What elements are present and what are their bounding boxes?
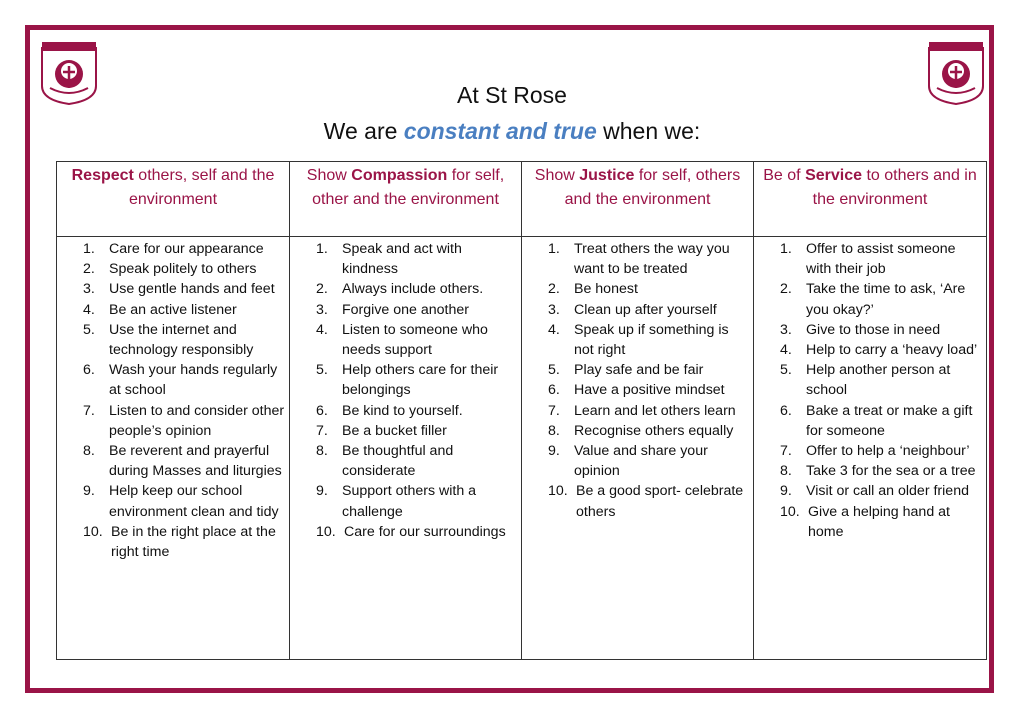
column-header-service: Be of Service to others and in the environment — [754, 162, 987, 237]
list-item-text: Help to carry a ‘heavy load’ — [806, 342, 978, 359]
list-item — [758, 481, 982, 501]
page-title: At St Rose — [457, 82, 567, 108]
list-item-text: Be kind to yourself. — [342, 402, 463, 419]
list-item-number: 9. — [548, 443, 560, 460]
list-item-number: 5. — [316, 362, 328, 379]
list-item-text: Be honest — [574, 281, 638, 298]
list-item-number: 10. — [780, 503, 800, 520]
list-item-number: 8. — [548, 422, 560, 439]
list-item — [526, 401, 749, 421]
list-item — [526, 441, 749, 481]
list-item-text: Take the time to ask, ‘Are you okay?’ — [806, 281, 966, 318]
list-item — [61, 522, 285, 562]
list-item — [294, 300, 517, 320]
list-item-text: Wash your hands regularly at school — [109, 362, 278, 399]
list-item-number: 10. — [548, 483, 568, 500]
list-item — [61, 320, 285, 360]
list-item-number: 9. — [780, 483, 792, 500]
list-item — [758, 502, 982, 542]
list-item-text: Be a bucket filler — [342, 422, 447, 439]
list-item-number: 6. — [316, 402, 328, 419]
list-item-number: 6. — [83, 362, 95, 379]
list-item-text: Help another person at school — [806, 362, 951, 399]
list-item — [294, 522, 517, 542]
list-item — [61, 300, 285, 320]
list-item-text: Help others care for their belongings — [342, 362, 499, 399]
list-item — [294, 320, 517, 360]
list-item — [526, 320, 749, 360]
list-item — [294, 481, 517, 521]
list-item — [758, 441, 982, 461]
table-header-row — [57, 162, 987, 237]
list-item-text: Give a helping hand at home — [808, 503, 950, 540]
list-item-text: Take 3 for the sea or a tree — [806, 463, 976, 480]
list-item — [294, 239, 517, 279]
list-item — [758, 360, 982, 400]
list-item — [294, 441, 517, 481]
list-item-text: Listen to someone who needs support — [342, 321, 488, 359]
subtitle-pre: We are — [323, 118, 404, 144]
list-item-text: Care for our appearance — [109, 241, 264, 257]
list-item — [61, 239, 285, 259]
list-item-text: Treat others the way you want to be treated — [574, 241, 730, 278]
list-item — [61, 481, 285, 521]
list-item — [526, 300, 749, 320]
list-item-number: 2. — [316, 281, 328, 298]
list-item-text: Offer to help a ‘neighbour’ — [806, 443, 970, 460]
list-item-number: 5. — [83, 321, 95, 338]
list-item-text: Always include others. — [342, 281, 484, 298]
list-item — [758, 279, 982, 319]
list-item-number: 2. — [83, 261, 95, 278]
column-list-compassion — [290, 237, 522, 660]
list-item-number: 5. — [780, 362, 792, 379]
list-item-text: Offer to assist someone with their job — [806, 241, 956, 278]
list-item-number: 1. — [83, 241, 95, 257]
list-item — [294, 421, 517, 441]
list-item-number: 7. — [780, 443, 792, 460]
list-item — [294, 360, 517, 400]
list-item-number: 9. — [83, 483, 95, 500]
list-item-number: 4. — [548, 321, 560, 338]
list-item-text: Use the internet and technology responsibly — [109, 321, 254, 359]
list-item-number: 6. — [780, 402, 792, 419]
list-item-number: 1. — [316, 241, 328, 257]
list-item-text: Be reverent and prayerful during Masses and liturgies — [109, 443, 282, 480]
list-item-text: Visit or call an older friend — [806, 483, 969, 500]
list-item-number: 3. — [780, 321, 792, 338]
list-item — [61, 441, 285, 481]
list-item — [758, 401, 982, 441]
list-item-number: 7. — [548, 402, 560, 419]
list-item — [294, 279, 517, 299]
list-item-text: Be an active listener — [109, 301, 237, 318]
list-item-text: Give to those in need — [806, 321, 941, 338]
table-body-row — [57, 237, 987, 660]
list-item-text: Support others with a challenge — [342, 483, 477, 520]
list-item — [758, 461, 982, 481]
list-item-number: 4. — [316, 321, 328, 338]
list-item — [758, 340, 982, 360]
list-item-number: 9. — [316, 483, 328, 500]
list-item — [526, 360, 749, 380]
list-item-number: 5. — [548, 362, 560, 379]
list-item-text: Value and share your opinion — [574, 443, 708, 480]
list-item-number: 10. — [316, 523, 336, 540]
column-list-service — [754, 237, 987, 660]
list-item-text: Be in the right place at the right time — [111, 523, 276, 561]
list-item-number: 1. — [780, 241, 792, 257]
list-item — [758, 320, 982, 340]
list-item — [526, 421, 749, 441]
list-item — [61, 279, 285, 299]
column-list-justice — [522, 237, 754, 660]
list-item-number: 3. — [548, 301, 560, 318]
page-subtitle — [0, 118, 1024, 145]
list-item-number: 1. — [548, 241, 560, 257]
list-item — [61, 360, 285, 400]
list-item-text: Forgive one another — [342, 301, 469, 318]
list-item-text: Learn and let others learn — [574, 402, 736, 419]
list-item-number: 4. — [83, 301, 95, 318]
list-item-text: Speak and act with kindness — [342, 241, 462, 278]
list-item — [526, 279, 749, 299]
list-item-text: Use gentle hands and feet — [109, 281, 275, 298]
list-item-text: Speak politely to others — [109, 261, 257, 278]
list-item-number: 10. — [83, 523, 103, 540]
list-item-text: Be thoughtful and considerate — [342, 443, 454, 480]
list-item — [758, 239, 982, 279]
list-item — [61, 259, 285, 279]
list-item — [526, 239, 749, 279]
subtitle-accent: constant and true — [403, 118, 597, 144]
list-item-text: Listen to and consider other people’s opinion — [109, 402, 285, 439]
list-item-text: Play safe and be fair — [574, 362, 704, 379]
column-header-respect: Respect others, self and the environment — [57, 162, 290, 237]
list-item — [526, 380, 749, 400]
list-item-text: Clean up after yourself — [574, 301, 717, 318]
values-table — [56, 161, 987, 660]
list-item-number: 8. — [83, 443, 95, 460]
subtitle-post: when we: — [596, 118, 701, 144]
list-item-text: Speak up if something is not right — [574, 321, 729, 359]
column-list-respect — [57, 237, 290, 660]
column-header-compassion: Show Compassion for self, other and the environment — [290, 162, 522, 237]
list-item-number: 4. — [780, 342, 792, 359]
column-header-justice: Show Justice for self, others and the environment — [522, 162, 754, 237]
list-item-text: Recognise others equally — [574, 422, 734, 439]
list-item-text: Have a positive mindset — [574, 382, 725, 399]
list-item-number: 6. — [548, 382, 560, 399]
list-item — [61, 401, 285, 441]
list-item-number: 7. — [83, 402, 95, 419]
list-item — [294, 401, 517, 421]
list-item-text: Be a good sport- celebrate others — [576, 483, 744, 520]
list-item-text: Help keep our school environment clean and tidy — [109, 483, 279, 520]
list-item-number: 3. — [316, 301, 328, 318]
list-item-text: Care for our surroundings — [344, 523, 506, 540]
list-item — [526, 481, 749, 521]
list-item-number: 2. — [780, 281, 792, 298]
list-item-number: 8. — [316, 443, 328, 460]
list-item-number: 7. — [316, 422, 328, 439]
list-item-number: 2. — [548, 281, 560, 298]
list-item-text: Bake a treat or make a gift for someone — [806, 402, 973, 439]
list-item-number: 8. — [780, 463, 792, 480]
list-item-number: 3. — [83, 281, 95, 298]
